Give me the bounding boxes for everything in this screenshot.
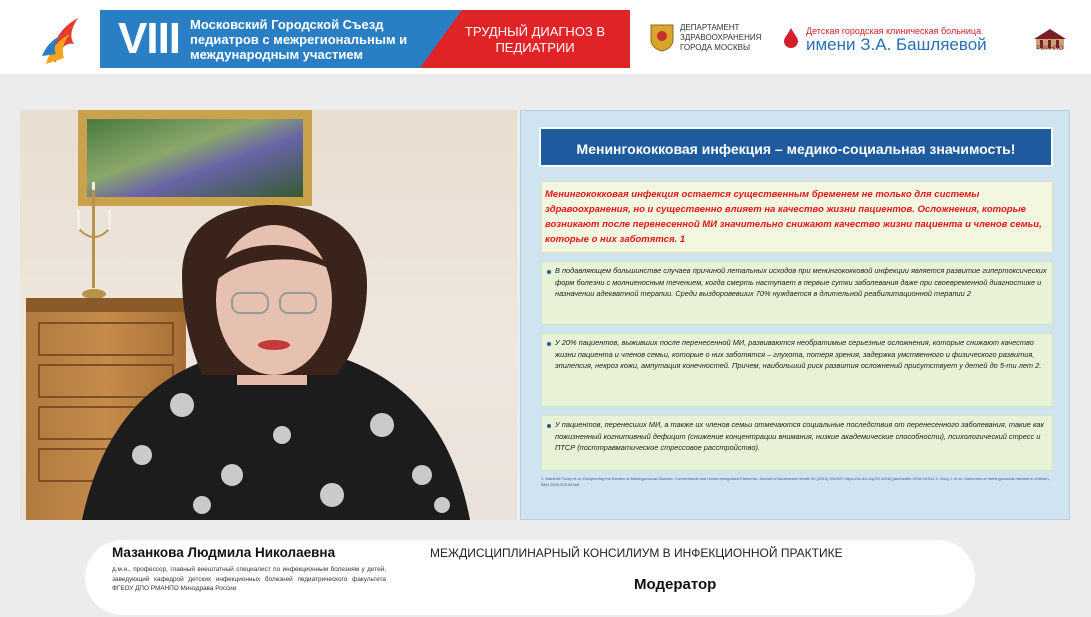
congress-title: Московский Городской Съезд педиатров с межрегиональным и международным участием (190, 17, 408, 62)
phoenix-logo-icon (40, 10, 88, 68)
diagnosis-title: ТРУДНЫЙ ДИАГНОЗ В ПЕДИАТРИИ (464, 24, 606, 55)
bullet-marker (547, 424, 551, 428)
rmanpo-label: РМАНПО (1036, 46, 1064, 52)
session-title: МЕЖДИСЦИПЛИНАРНЫЙ КОНСИЛИУМ В ИНФЕКЦИОННОЙ ПРАКТИКЕ (430, 546, 843, 560)
speaker-name: Мазанкова Людмила Николаевна (112, 545, 336, 560)
bullet-marker (547, 270, 551, 274)
presentation-slide (520, 110, 1070, 520)
hospital-name-line2: имени З.А. Башляевой (806, 35, 987, 54)
hospital-name-line1: Детская городская клиническая больница (806, 26, 982, 36)
presentation-stage (20, 110, 1070, 520)
bullet-text-2: У 20% пациентов, выживших после перенесенной МИ, развиваются необратимые серьезные осложнения, которые снижают качество жизни пациента и членов семьи, которые о них заботятся – глухота, потеря зрения, задержка умственного и физического развития, эпилепсия, некроз кожи, ампутация конечностей. Причем, наибольший риск развития осложнений присутствует у детей до 5-ти лет 2. (555, 338, 1042, 370)
bullet-text-3: У пациентов, перенесших МИ, а также их членов семьи отмечаются социальные последствия от перенесенного заболевания, такие как пожизненный когнитивный дефицит (снижение концентрации внимания, низкие академические способности), психологический стресс и ПТСР (посттравматическое стрессовое расстройство). (555, 420, 1044, 452)
speaker-video[interactable] (20, 110, 517, 520)
bullet-marker (547, 342, 551, 346)
moscow-emblem-icon (650, 24, 674, 52)
speaker-role: Модератор (634, 576, 717, 593)
slide-title: Менингококковая инфекция – медико-социальная значимость! (539, 127, 1053, 167)
department-name: ДЕПАРТАМЕНТ ЗДРАВООХРАНЕНИЯ ГОРОДА МОСКВЫ (680, 23, 762, 52)
bullet-text-1: В подавляющем большинстве случаев причиной летальных исходов при менингококковой инфекции является развитие гипертоксических форм болезни с молниеносным течением, когда смерть наступает в первые сутки заболевания даже при своевременной диагностике и назначении адекватной терапии. Среди выздоровевших 70% нуждается в длительной реабилитационной терапии 2 (555, 266, 1047, 298)
hospital-logo-icon (784, 28, 798, 48)
speaker-credentials: д.м.н., профессор, главный внештатный специалист по инфекционным болезням у детей, заведующий кафедрой детских инфекционных болезней педиатрического факультета ФГБОУ ДПО РМАНПО Минздрава России (112, 566, 386, 592)
speaker-figure (82, 205, 470, 520)
congress-number: VIII (118, 14, 181, 63)
event-header (0, 0, 1091, 74)
slide-alert-text: Менингококковая инфекция остается существенным бременем не только для системы здравоохранения, но и существенно влияет на качество жизни пациентов. Осложнения, которые возникают после перенесенной МИ значительно снижают качество жизни пациента и членов семьи, которые о них заботятся. 1 (545, 189, 1042, 245)
slide-references: 1. Marshall Tovey et al. Deciphering the Burden of Meningococcal Disease: Conventional and Under-recognized Elements. Journal of Adolescent Health 59 (2016) S3eS20 https://dx.doi.org/10.1016/j.jadohealth.2016.04.012 2. Borg J. et al. Outcomes of meningococcal disease in children, BMJ 2001;323:533e6. (541, 476, 1050, 487)
